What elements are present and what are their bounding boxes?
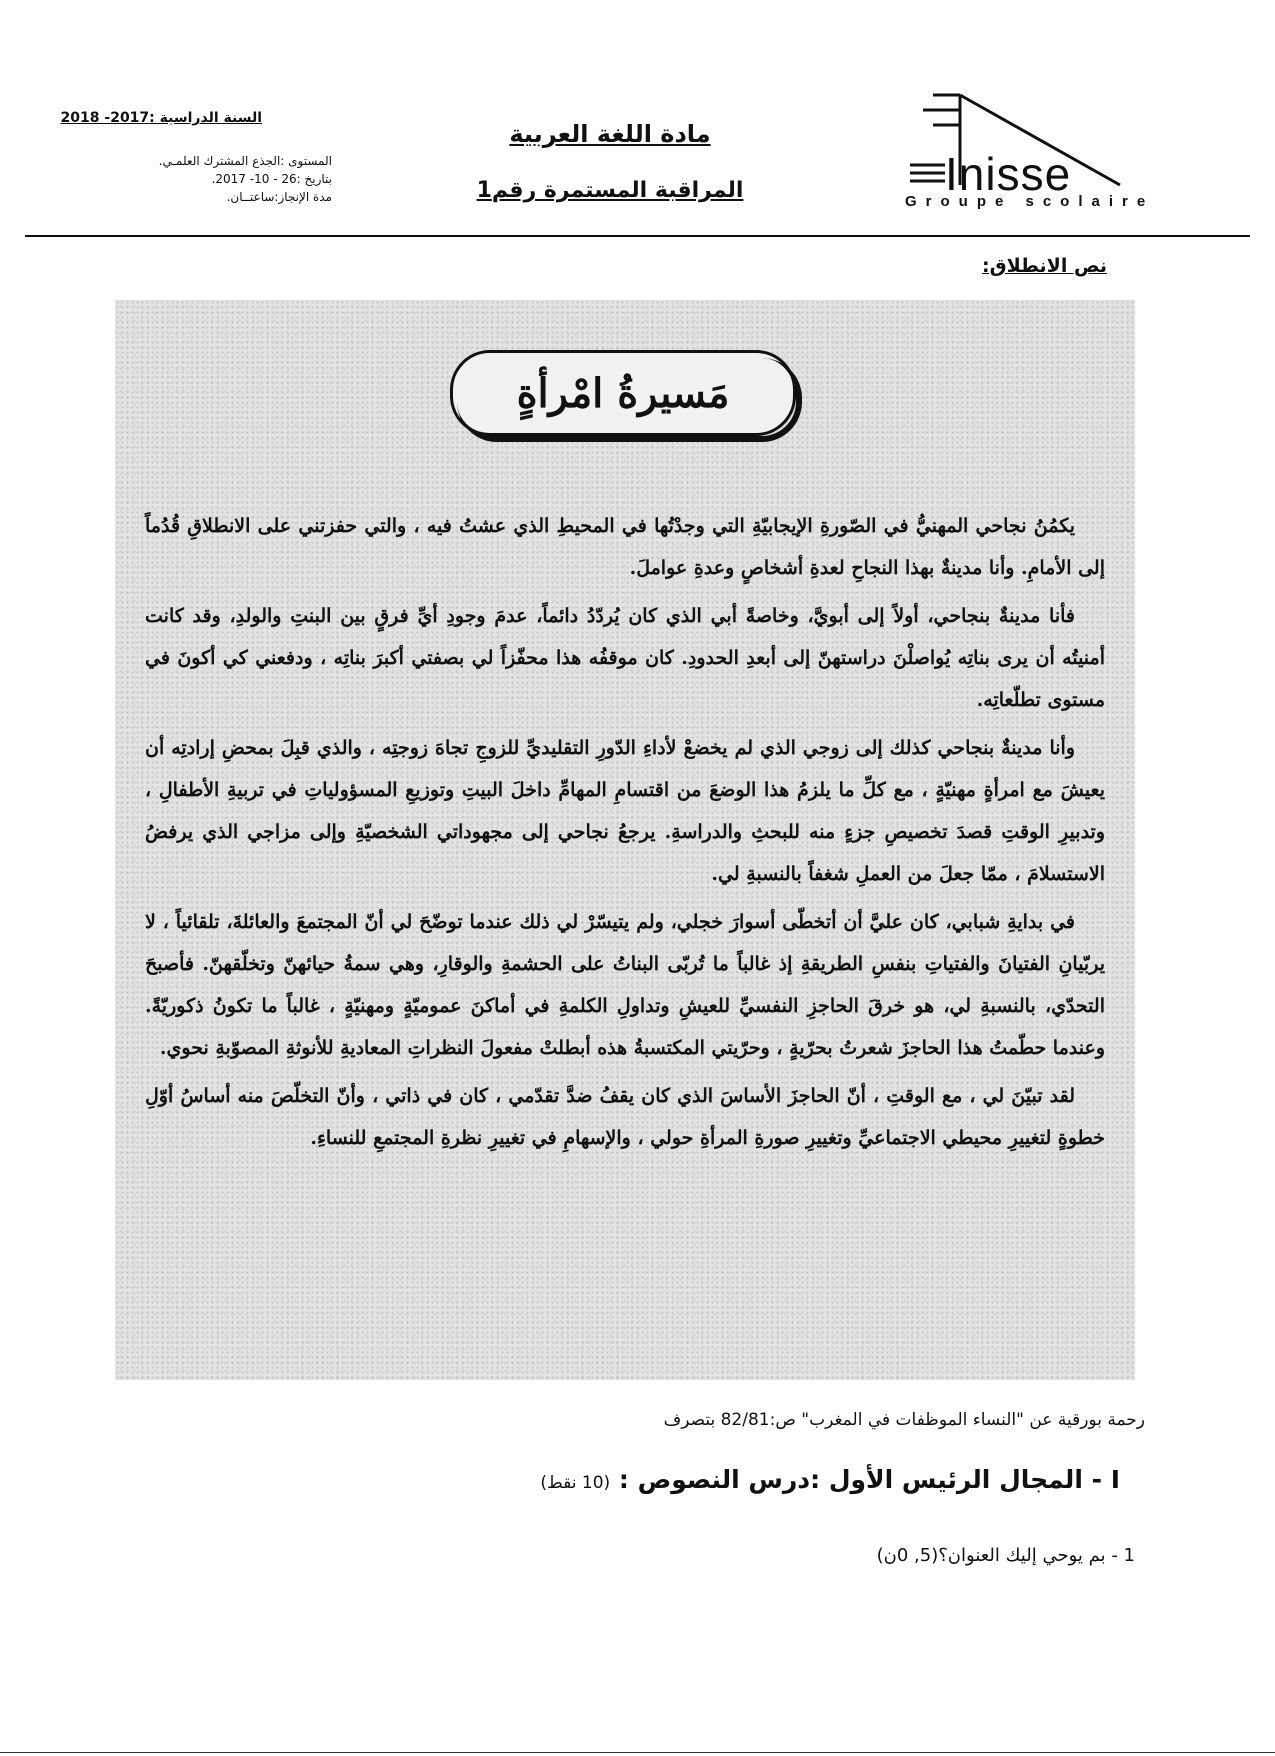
logo-word: Inisse [945, 148, 1072, 200]
date-line: بتاريخ :26 - 10- 2017. [211, 172, 332, 186]
logo-subtitle: Groupe scolaire [905, 193, 1155, 210]
section-title [540, 1465, 1120, 1494]
level-line: المستوى :الجذع المشترك العلمـي. [158, 154, 332, 168]
paragraph: لقد تبيّنَ لي ، مع الوقتِ ، أنّ الحاجزَ الأساسَ الذي كان يقفُ ضدَّ تقدّمي ، كان في ذاتي ، وأنّ التخلّصَ منه أساسُ أوّلِ خطوةٍ لتغييرِ محيطي الاجتماعيِّ وتغييرِ صورةِ المرأةِ حولي ، والإسهامِ في تغييرِ نظرةِ المجتمعِ للنساءِ. [145, 1085, 1105, 1149]
paragraph: وأنا مدينةٌ بنجاحي كذلك إلى زوجي الذي لم يخضعْ لأداءِ الدّورِ التقليديِّ للزوجِ تجاهَ زوجتِه ، والذي قبِلَ بمحضِ إرادتِه أن يعيشَ مع امرأةٍ مهنيّةٍ ، مع كلِّ ما يلزمُ هذا الوضعَ من اقتسامِ المهامِّ داخلَ البيتِ وتوزيعِ المسؤولياتِ في تربيةِ الأطفالِ ، وتدبيرِ الوقتِ قصدَ تخصيصِ جزءٍ منه للبحثِ والدراسةِ. يرجعُ نجاحي إلى مجهوداتي الشخصيّةِ وإلى مزاجي الذي يرفضُ الاستسلامَ ، ممّا جعلَ من العملِ شغفاً بالنسبةِ لي. [145, 737, 1105, 885]
exam-title: المراقبة المستمرة رقم1 [476, 178, 744, 203]
question-1: 1 - بم يوحي إليك العنوان؟(5, 0ن) [876, 1545, 1135, 1566]
start-text-label: نص الانطلاق: [982, 255, 1107, 277]
school-logo [905, 85, 1155, 215]
text-title-frame [450, 350, 796, 436]
header-center [470, 120, 750, 203]
section-points: (10 نقط) [540, 1473, 611, 1493]
scanned-text-block [115, 300, 1135, 1380]
exam-meta [22, 110, 332, 206]
paragraph: في بدايةِ شبابي، كان عليَّ أن أتخطّى أسوارَ خجلي، ولم يتيسّرْ لي ذلك عندما توضّحَ لي أنّ المجتمعَ والعائلةَ، تلقائياً ، لا يربّيانِ الفتيانَ والفتياتِ بنفسِ الطريقةِ إذ غالباً ما تُربّى البناتُ على الحشمةِ والوقارِ، وهي سمةُ حيائهنّ وتخلّقهنّ. فأصبحَ التحدّي، بالنسبةِ لي، هو خرقَ الحاجزِ النفسيِّ للعيشِ وتداولِ الكلمةِ في أماكنَ عموميّةٍ ومهنيّةٍ ، غالباً ما تكونُ ذكوريّةً. وعندما حطّمتُ هذا الحاجزَ شعرتُ بحرّيةٍ ، وحرّيتي المكتسبةُ هذه أبطلتْ مفعولَ النظراتِ المعاديةِ للأنوثةِ المصوّبةِ نحوي. [145, 911, 1105, 1059]
paragraph: يكمُنُ نجاحي المهنيُّ في الصّورةِ الإيجابيّةِ التي وجدْتُها في المحيطِ الذي عشتُ فيه ، والتي حفزتني على الانطلاقِ قُدُماً إلى الأمامِ. وأنا مدينةٌ بهذا النجاحِ لعدةِ أشخاصٍ وعدةِ عواملَ. [145, 515, 1105, 579]
subject-title: مادة اللغة العربية [509, 120, 711, 148]
text-title: مَسيرةُ امْرأةٍ [516, 369, 730, 417]
school-year: السنة الدراسية :2017- 2018 [60, 110, 262, 126]
section-title-text: I - المجال الرئيس الأول :درس النصوص : [618, 1465, 1120, 1494]
header-divider [25, 235, 1250, 237]
paragraph: فأنا مدينةٌ بنجاحي، أولاً إلى أبويَّ، وخاصةً أبي الذي كان يُردّدُ دائماً، عدمَ وجودِ أيِّ فرقٍ بين البنتِ والولدِ، وقد كانت أمنيتُه أن يرى بناتِه يُواصلْنَ دراستهنّ إلى أبعدِ الحدودِ. كان موقفُه هذا محفّزاً لي بصفتي أكبرَ بناتِه ، ودفعني كي أكونَ في مستوى تطلّعاتِه. [145, 605, 1105, 711]
duration-line: مدة الإنجاز:ساعتــان. [226, 190, 332, 204]
footer-divider [0, 1752, 1275, 1753]
text-source: رحمة بورقية عن "النساء الموظفات في المغرب" ص:82/81 بتصرف [663, 1410, 1145, 1430]
text-paragraphs [145, 505, 1105, 1165]
